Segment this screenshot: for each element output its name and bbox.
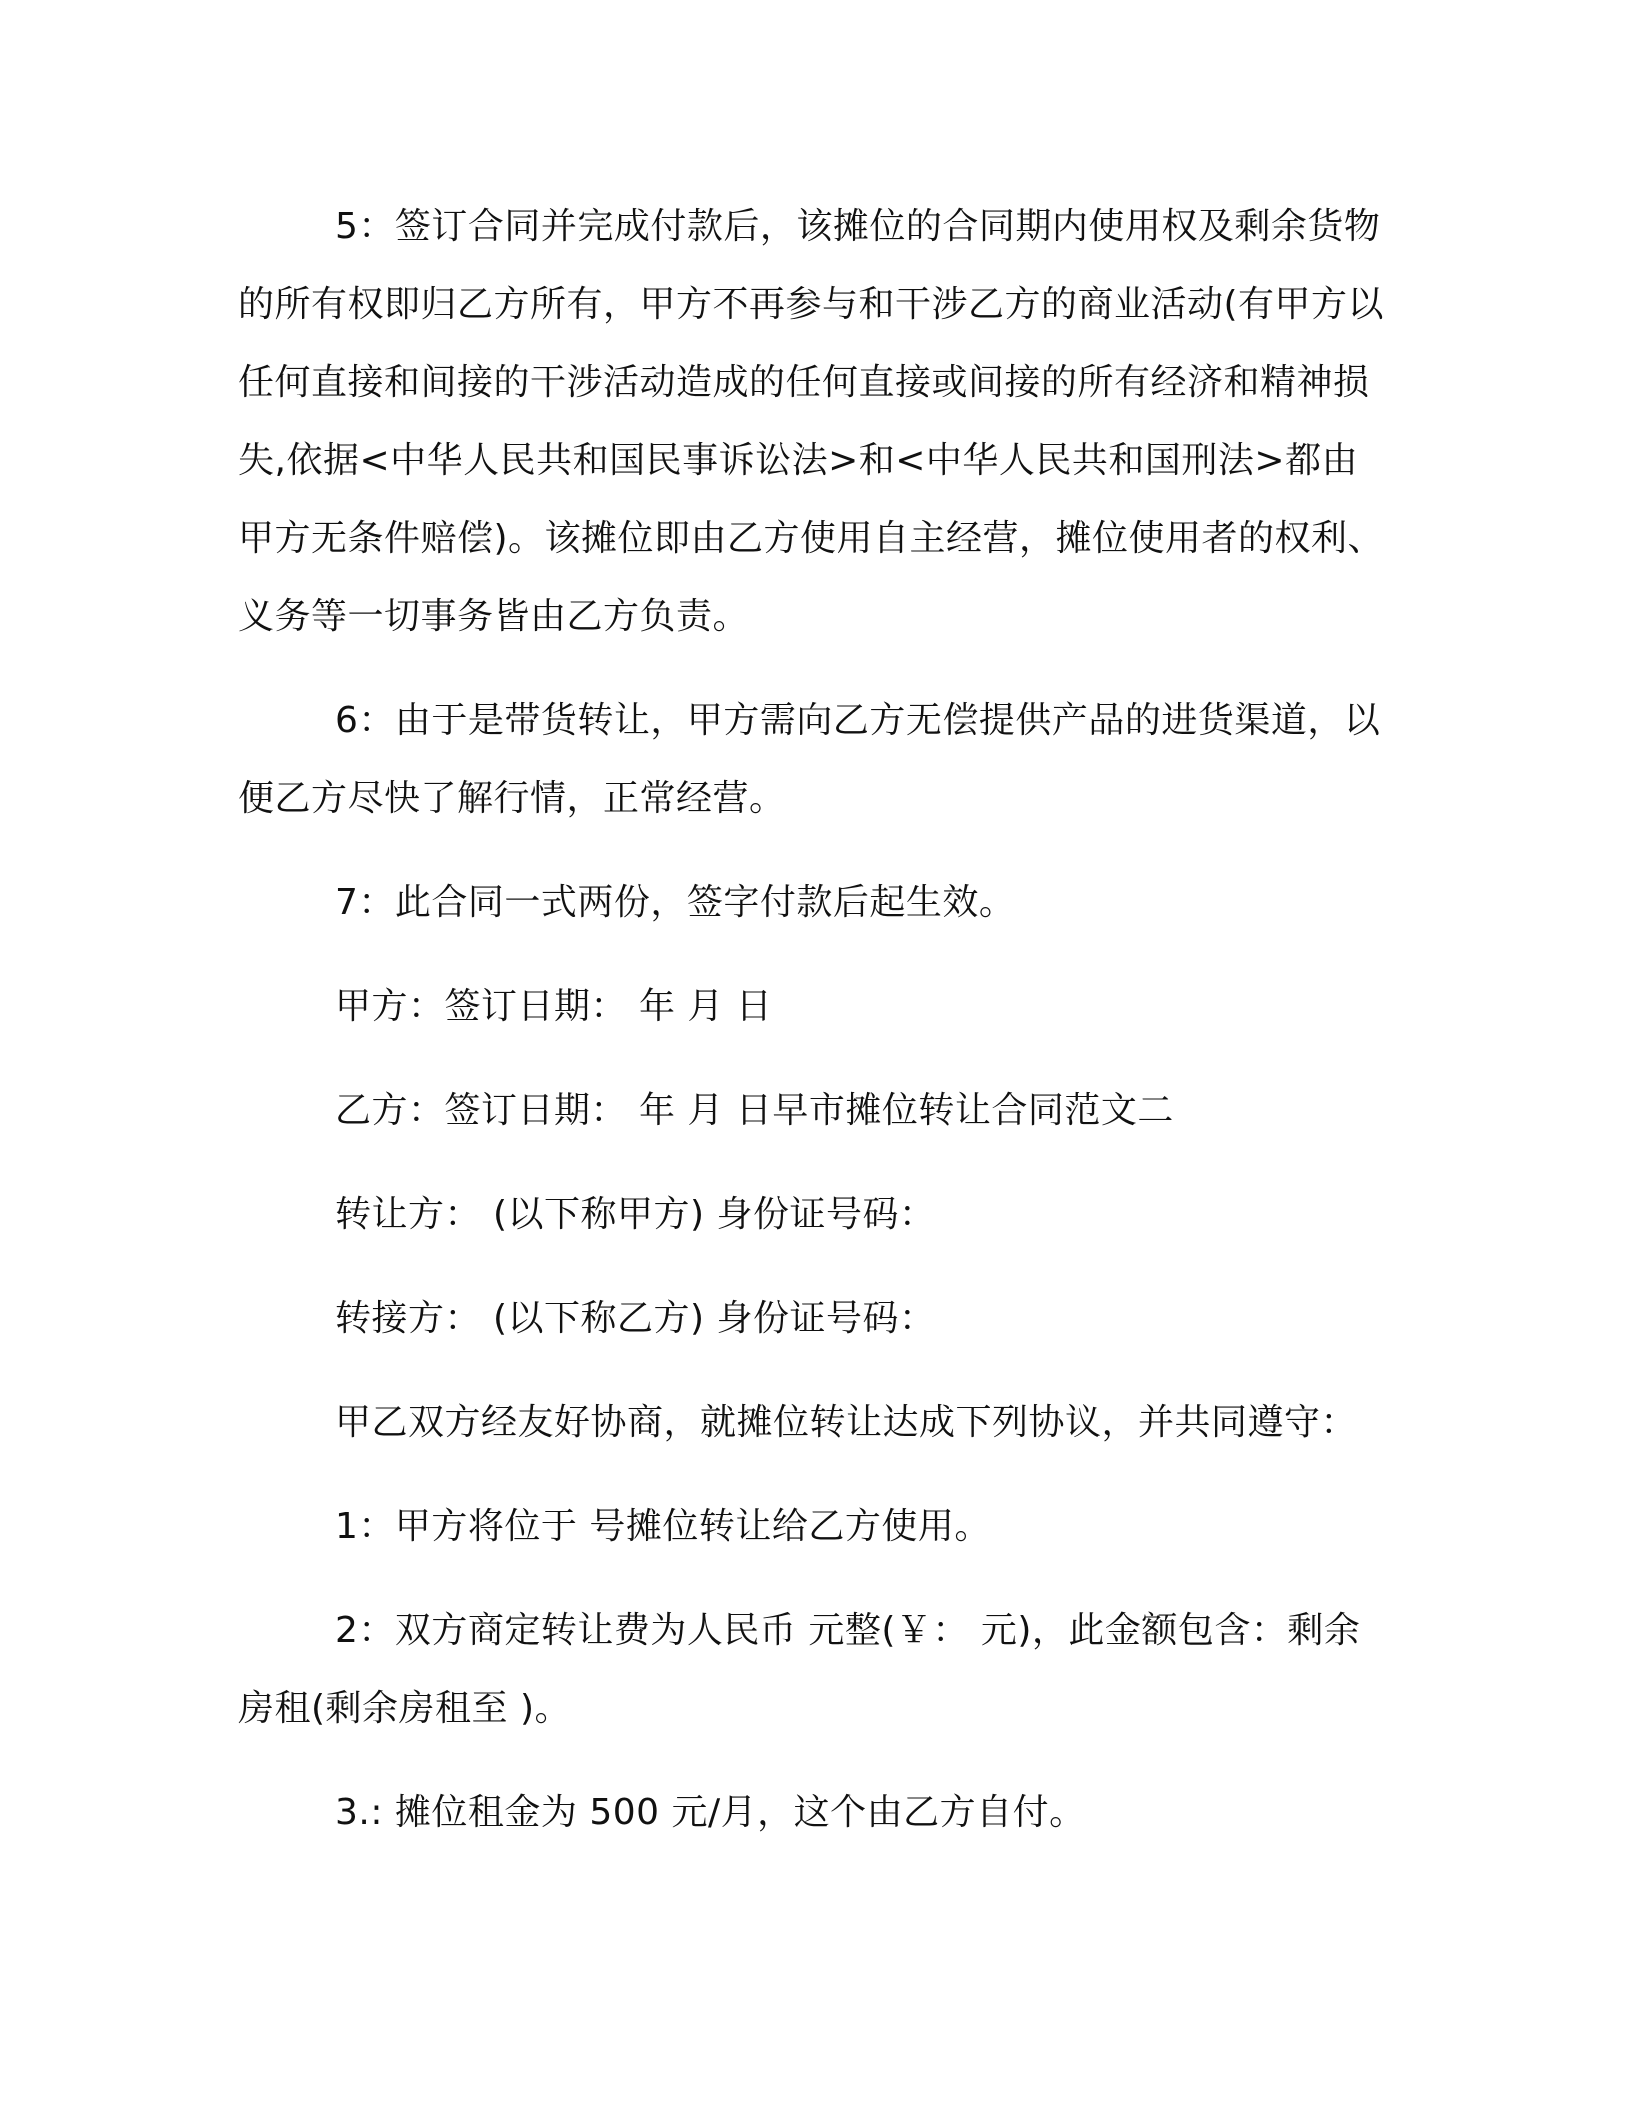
- document-body: [238, 188, 1390, 1852]
- paragraph-clause-2: 2：双方商定转让费为人民币 元整(￥： 元)，此金额包含：剩余房租(剩余房租至 )。: [238, 1610, 1361, 1729]
- paragraph-clause-1: 1：甲方将位于 号摊位转让给乙方使用。: [335, 1506, 991, 1547]
- party-a-signature-line: 甲方：签订日期： 年 月 日: [335, 986, 773, 1027]
- party-b-signature-line: 乙方：签订日期： 年 月 日早市摊位转让合同范文二: [335, 1090, 1174, 1131]
- paragraph-clause-3: 3.: 摊位租金为 500 元/月，这个由乙方自付。: [335, 1792, 1086, 1833]
- agreement-intro: 甲乙双方经友好协商，就摊位转让达成下列协议，并共同遵守：: [335, 1402, 1358, 1443]
- paragraph-clause-5: 5：签订合同并完成付款后，该摊位的合同期内使用权及剩余货物的所有权即归乙方所有，甲方不再参与和干涉乙方的商业活动(有甲方以任何直接和间接的干涉活动造成的任何直接或间接的所有经济和精神损失,依据<中华人民共和国民事诉讼法>和<中华人民共和国刑法>都由甲方无条件赔偿)。该摊位即由乙方使用自主经营，摊位使用者的权利、义务等一切事务皆由乙方负责。: [238, 206, 1385, 637]
- paragraph-clause-7: 7：此合同一式两份，签字付款后起生效。: [335, 882, 1016, 923]
- paragraph-clause-6: 6：由于是带货转让，甲方需向乙方无偿提供产品的进货渠道，以便乙方尽快了解行情，正常经营。: [238, 700, 1381, 819]
- transferor-line: 转让方： (以下称甲方) 身份证号码：: [335, 1194, 936, 1235]
- transferee-line: 转接方： (以下称乙方) 身份证号码：: [335, 1298, 936, 1339]
